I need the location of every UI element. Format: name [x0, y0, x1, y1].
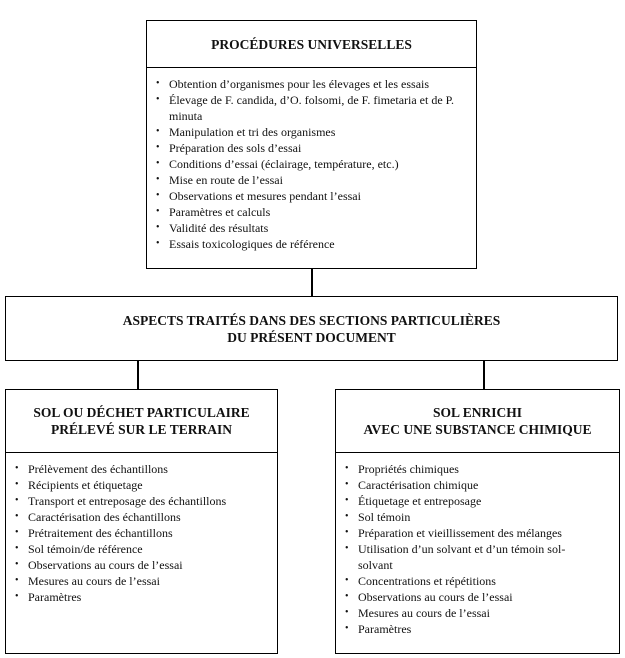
- spiked-soil-title-line1: SOL ENRICHI: [433, 405, 522, 420]
- list-item: • Caractérisation des échantillons: [6, 509, 277, 525]
- spiked-soil-title-line2: AVEC UNE SUBSTANCE CHIMIQUE: [363, 422, 592, 437]
- universal-procedures-title: PROCÉDURES UNIVERSELLES: [211, 36, 412, 52]
- list-item: • Récipients et étiquetage: [6, 477, 277, 493]
- specific-sections-title-line2: DU PRÉSENT DOCUMENT: [227, 329, 396, 345]
- list-item: • Mesures au cours de l’essai: [336, 605, 579, 621]
- list-item: • Paramètres et calculs: [147, 204, 468, 220]
- spiked-soil-box: [335, 389, 620, 654]
- field-sample-list: [6, 453, 277, 605]
- list-item: • Prétraitement des échantillons: [6, 525, 277, 541]
- list-item: • Transport et entreposage des échantillons: [6, 493, 277, 509]
- field-sample-box: [5, 389, 278, 654]
- list-item: • Paramètres: [6, 589, 277, 605]
- specific-sections-box: [5, 296, 618, 361]
- list-item: • Essais toxicologiques de référence: [147, 236, 468, 252]
- universal-procedures-list: [147, 68, 476, 252]
- list-item: • Sol témoin/de référence: [6, 541, 277, 557]
- list-item: • Préparation des sols d’essai: [147, 140, 468, 156]
- list-item: • Manipulation et tri des organismes: [147, 124, 468, 140]
- list-item: • Prélèvement des échantillons: [6, 461, 277, 477]
- connector-middle-right: [483, 360, 485, 390]
- field-sample-title-line2: PRÉLEVÉ SUR LE TERRAIN: [51, 422, 232, 437]
- spiked-soil-header: [336, 390, 619, 453]
- list-item: • Paramètres: [336, 621, 579, 637]
- list-item: • Mise en route de l’essai: [147, 172, 468, 188]
- list-item: • Étiquetage et entreposage: [336, 493, 579, 509]
- list-item: • Mesures au cours de l’essai: [6, 573, 277, 589]
- list-item: • Sol témoin: [336, 509, 579, 525]
- list-item: • Obtention d’organismes pour les élevages et les essais: [147, 76, 468, 92]
- spiked-soil-list: [336, 453, 619, 637]
- list-item: • Propriétés chimiques: [336, 461, 579, 477]
- connector-top-middle: [311, 268, 313, 297]
- universal-procedures-box: [146, 20, 477, 269]
- list-item: • Validité des résultats: [147, 220, 468, 236]
- specific-sections-title-line1: ASPECTS TRAITÉS DANS DES SECTIONS PARTICULIÈRES: [122, 312, 501, 328]
- connector-middle-left: [137, 360, 139, 390]
- specific-sections-header: [6, 297, 617, 360]
- list-item: • Observations au cours de l’essai: [6, 557, 277, 573]
- list-item: • Préparation et vieillissement des mélanges: [336, 525, 619, 541]
- list-item: • Utilisation d’un solvant et d’un témoin sol-solvant: [336, 541, 579, 573]
- list-item: • Concentrations et répétitions: [336, 573, 579, 589]
- list-item: • Élevage de F. candida, d’O. folsomi, de F. fimetaria et de P. minuta: [147, 92, 468, 124]
- universal-procedures-header: [147, 21, 476, 68]
- list-item: • Caractérisation chimique: [336, 477, 579, 493]
- list-item: • Observations et mesures pendant l’essai: [147, 188, 468, 204]
- list-item: • Conditions d’essai (éclairage, température, etc.): [147, 156, 468, 172]
- list-item: • Observations au cours de l’essai: [336, 589, 579, 605]
- field-sample-title-line1: SOL OU DÉCHET PARTICULAIRE: [33, 405, 250, 420]
- field-sample-header: [6, 390, 277, 453]
